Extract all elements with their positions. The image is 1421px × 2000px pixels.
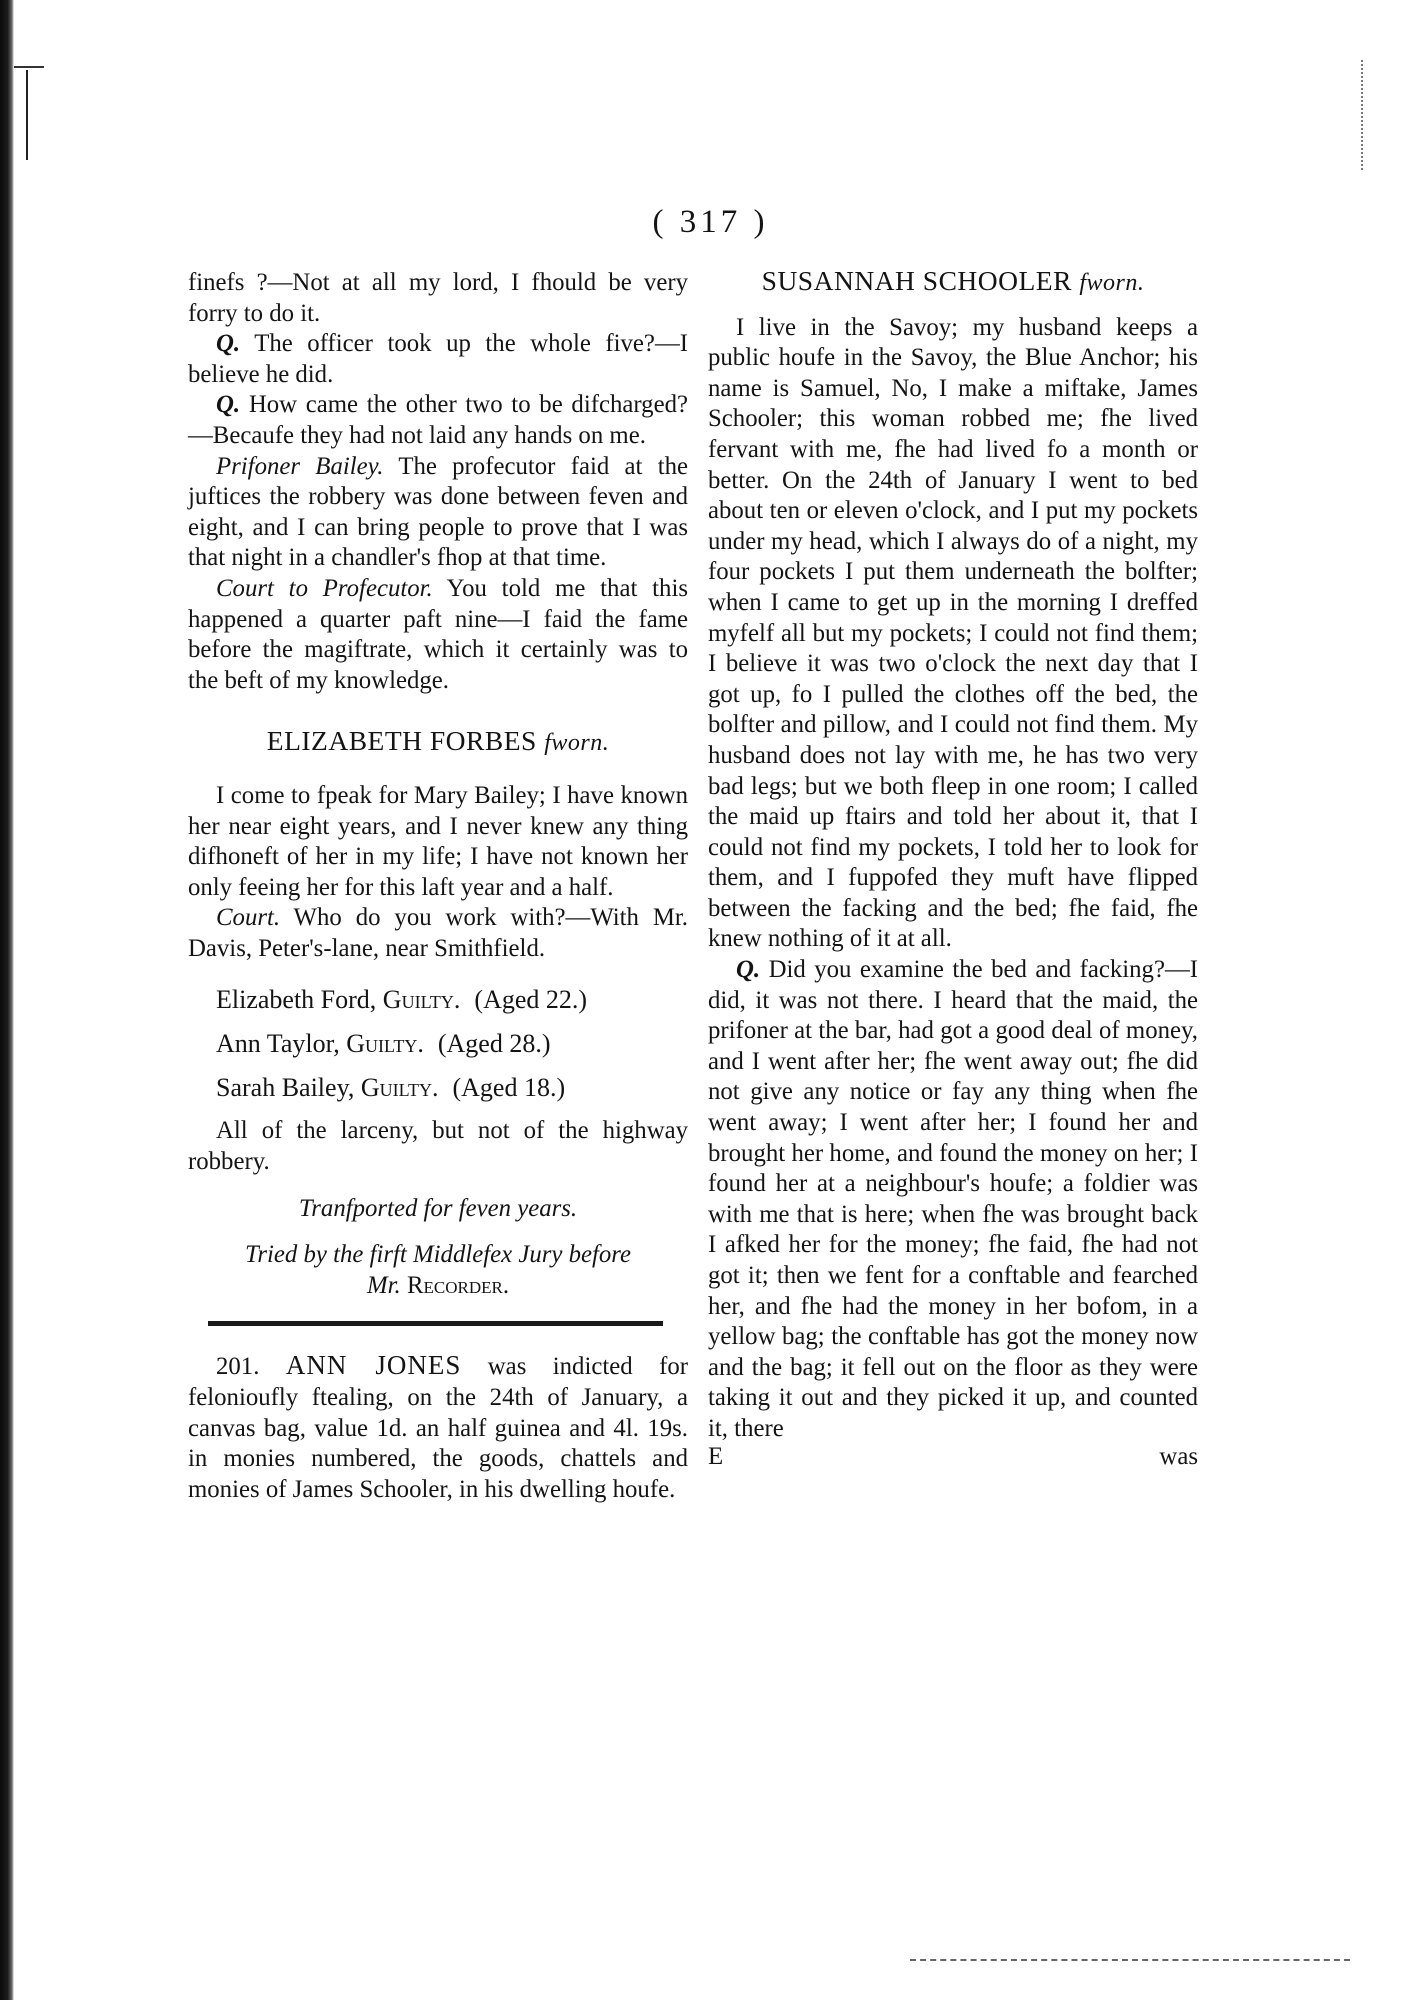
witness-name: SUSANNAH SCHOOLER <box>761 265 1072 296</box>
paragraph <box>188 268 688 329</box>
witness-name: ELIZABETH FORBES <box>266 725 537 757</box>
defendant-age: (Aged 18.) <box>452 1073 566 1103</box>
verdict-line <box>188 978 688 1022</box>
defendant-name: Ann Taylor, <box>216 1029 340 1059</box>
paragraph <box>188 390 688 451</box>
margin-mark <box>1359 60 1363 170</box>
defendant-name: Elizabeth Ford, <box>216 985 377 1015</box>
paragraph-text: finefs ?—Not at all my lord, I fhould be very forry to do it. <box>188 269 688 327</box>
verdict-text: Guilty. <box>346 1029 424 1059</box>
defendant-age: (Aged 22.) <box>474 985 588 1015</box>
verdict-line <box>188 1022 688 1066</box>
verdict-text: Guilty. <box>360 1073 439 1103</box>
question-marker: Q. <box>216 330 241 358</box>
paragraph-text: Did you examine the bed and facking?—I did, it was not there. I heard that the maid, the prifoner at the bar, had got a good deal of money, and I went after her; fhe went away out; fhe did not give any notice or fay any thing when fhe went away; I went after her; I found her and brought her home, and found the money on her; I found her at a neighbour's houfe; a foldier was with me that is here; when fhe was brought back I afked her for the money; fhe faid, fhe had not got it; then we fent for a conftable and fearched her, and fhe had the money in her bofom, in a yellow bag; the conftable has got the money now and the bag; it fell out on the floor as they were taking it out and they picked it up, and counted it, there <box>708 956 1198 1442</box>
section-rule <box>208 1321 663 1326</box>
verdict-line <box>188 1066 688 1110</box>
verdict-list <box>188 978 688 1110</box>
page-footer-line <box>708 1442 1198 1470</box>
catchword: was <box>1159 1442 1198 1470</box>
paragraph-text: I live in the Savoy; my husband keeps a public houfe in the Savoy, the Blue Anchor; his name is Samuel, No, I make a miftake, James Schooler; this woman robbed me; fhe lived fervant with me, fhe had lived fo a month or better. On the 24th of January I went to bed about ten or eleven o'clock, and I put my pockets under my head, which I always do of a night, my four pockets I put them underneath the bolfter; when I came to get up in the morning I dreffed myfelf all but my pockets; I could not find them; I believe it was two o'clock the next day that I got up, fo I pulled the clothes off the bed, the bolfter and pillow, and I could not find them. My husband does not lay with me, he has two very bad legs; but we both fleep in one room; I called the maid up ftairs and told her about it, that I could not find my pockets, I told her to look for them, and I fuppofed they muft have flipped between the facking and the bed; fhe faid, fhe knew nothing of it at all. <box>708 313 1198 953</box>
page-number: ( 317 ) <box>652 204 769 240</box>
binding-mark <box>26 70 28 160</box>
case-text: was indicted for felonioufly ftealing, on the 24th of January, a canvas bag, value 1d. an half guinea and 4l. 19s. in monies numbered, the goods, chattels and monies of James Schooler, in his dwelling houfe. <box>188 1353 688 1503</box>
paragraph <box>188 781 688 903</box>
paragraph-text: All of the larceny, but not of the highway robbery. <box>188 1117 688 1176</box>
defendant-age: (Aged 28.) <box>437 1029 551 1059</box>
paragraph <box>188 329 688 390</box>
binding-mark <box>14 66 44 68</box>
sentence-line: Tranfported for feven years. <box>298 1194 578 1222</box>
speaker-label: Prifoner Bailey. <box>216 452 384 480</box>
paragraph-text: The officer took up the whole five?—I believe he did. <box>188 330 688 388</box>
tried-line <box>188 1271 688 1302</box>
paragraph <box>708 955 1198 1445</box>
page-binding-edge <box>0 0 14 2000</box>
case-number: 201. <box>216 1353 260 1381</box>
paragraph <box>188 574 688 696</box>
paragraph-text: Who do you work with?—With Mr. Davis, Peter's-lane, near Smithfield. <box>188 904 688 962</box>
witness-heading <box>708 266 1198 299</box>
defendant-name: Sarah Bailey, <box>216 1073 355 1103</box>
case-defendant: ANN JONES <box>285 1350 462 1381</box>
case-paragraph <box>188 1350 688 1505</box>
signature-mark: E <box>708 1442 724 1470</box>
right-column <box>708 265 1198 1470</box>
question-marker: Q. <box>216 391 241 419</box>
tried-recorder: Recorder. <box>406 1271 510 1299</box>
paragraph <box>188 452 688 574</box>
left-column <box>188 268 688 1505</box>
speaker-label: Court to Profecutor. <box>216 574 433 602</box>
question-marker: Q. <box>736 956 761 984</box>
verdict-text: Guilty. <box>382 985 461 1015</box>
tried-title: Mr. <box>366 1271 401 1299</box>
speaker-label: Court. <box>216 904 281 932</box>
paragraph <box>188 903 688 964</box>
witness-heading <box>188 726 688 759</box>
sworn-label: fworn. <box>1079 270 1145 296</box>
paragraph-text: How came the other two to be difcharged?—Becaufe they had not laid any hands on me. <box>188 391 688 449</box>
paragraph-text: I come to fpeak for Mary Bailey; I have known her near eight years, and I never knew any thing difhoneft of her in my life; I have not known her only feeing her for this laft year and a half. <box>188 781 688 901</box>
scan-artifact-line <box>910 1959 1350 1963</box>
sworn-label: fworn. <box>544 730 610 757</box>
paragraph-text: You told me that this happened a quarter paft nine—I faid the fame before the magiftrate, which it certainly was to the beft of my knowledge. <box>188 574 688 694</box>
tried-line: Tried by the firft Middlefex Jury before <box>244 1241 632 1269</box>
paragraph <box>708 313 1198 955</box>
paragraph <box>188 1116 688 1177</box>
paragraph-text: The profecutor faid at the juftices the robbery was done between feven and eight, and I can bring people to prove that I was that night in a chandler's fhop at that time. <box>188 452 688 572</box>
